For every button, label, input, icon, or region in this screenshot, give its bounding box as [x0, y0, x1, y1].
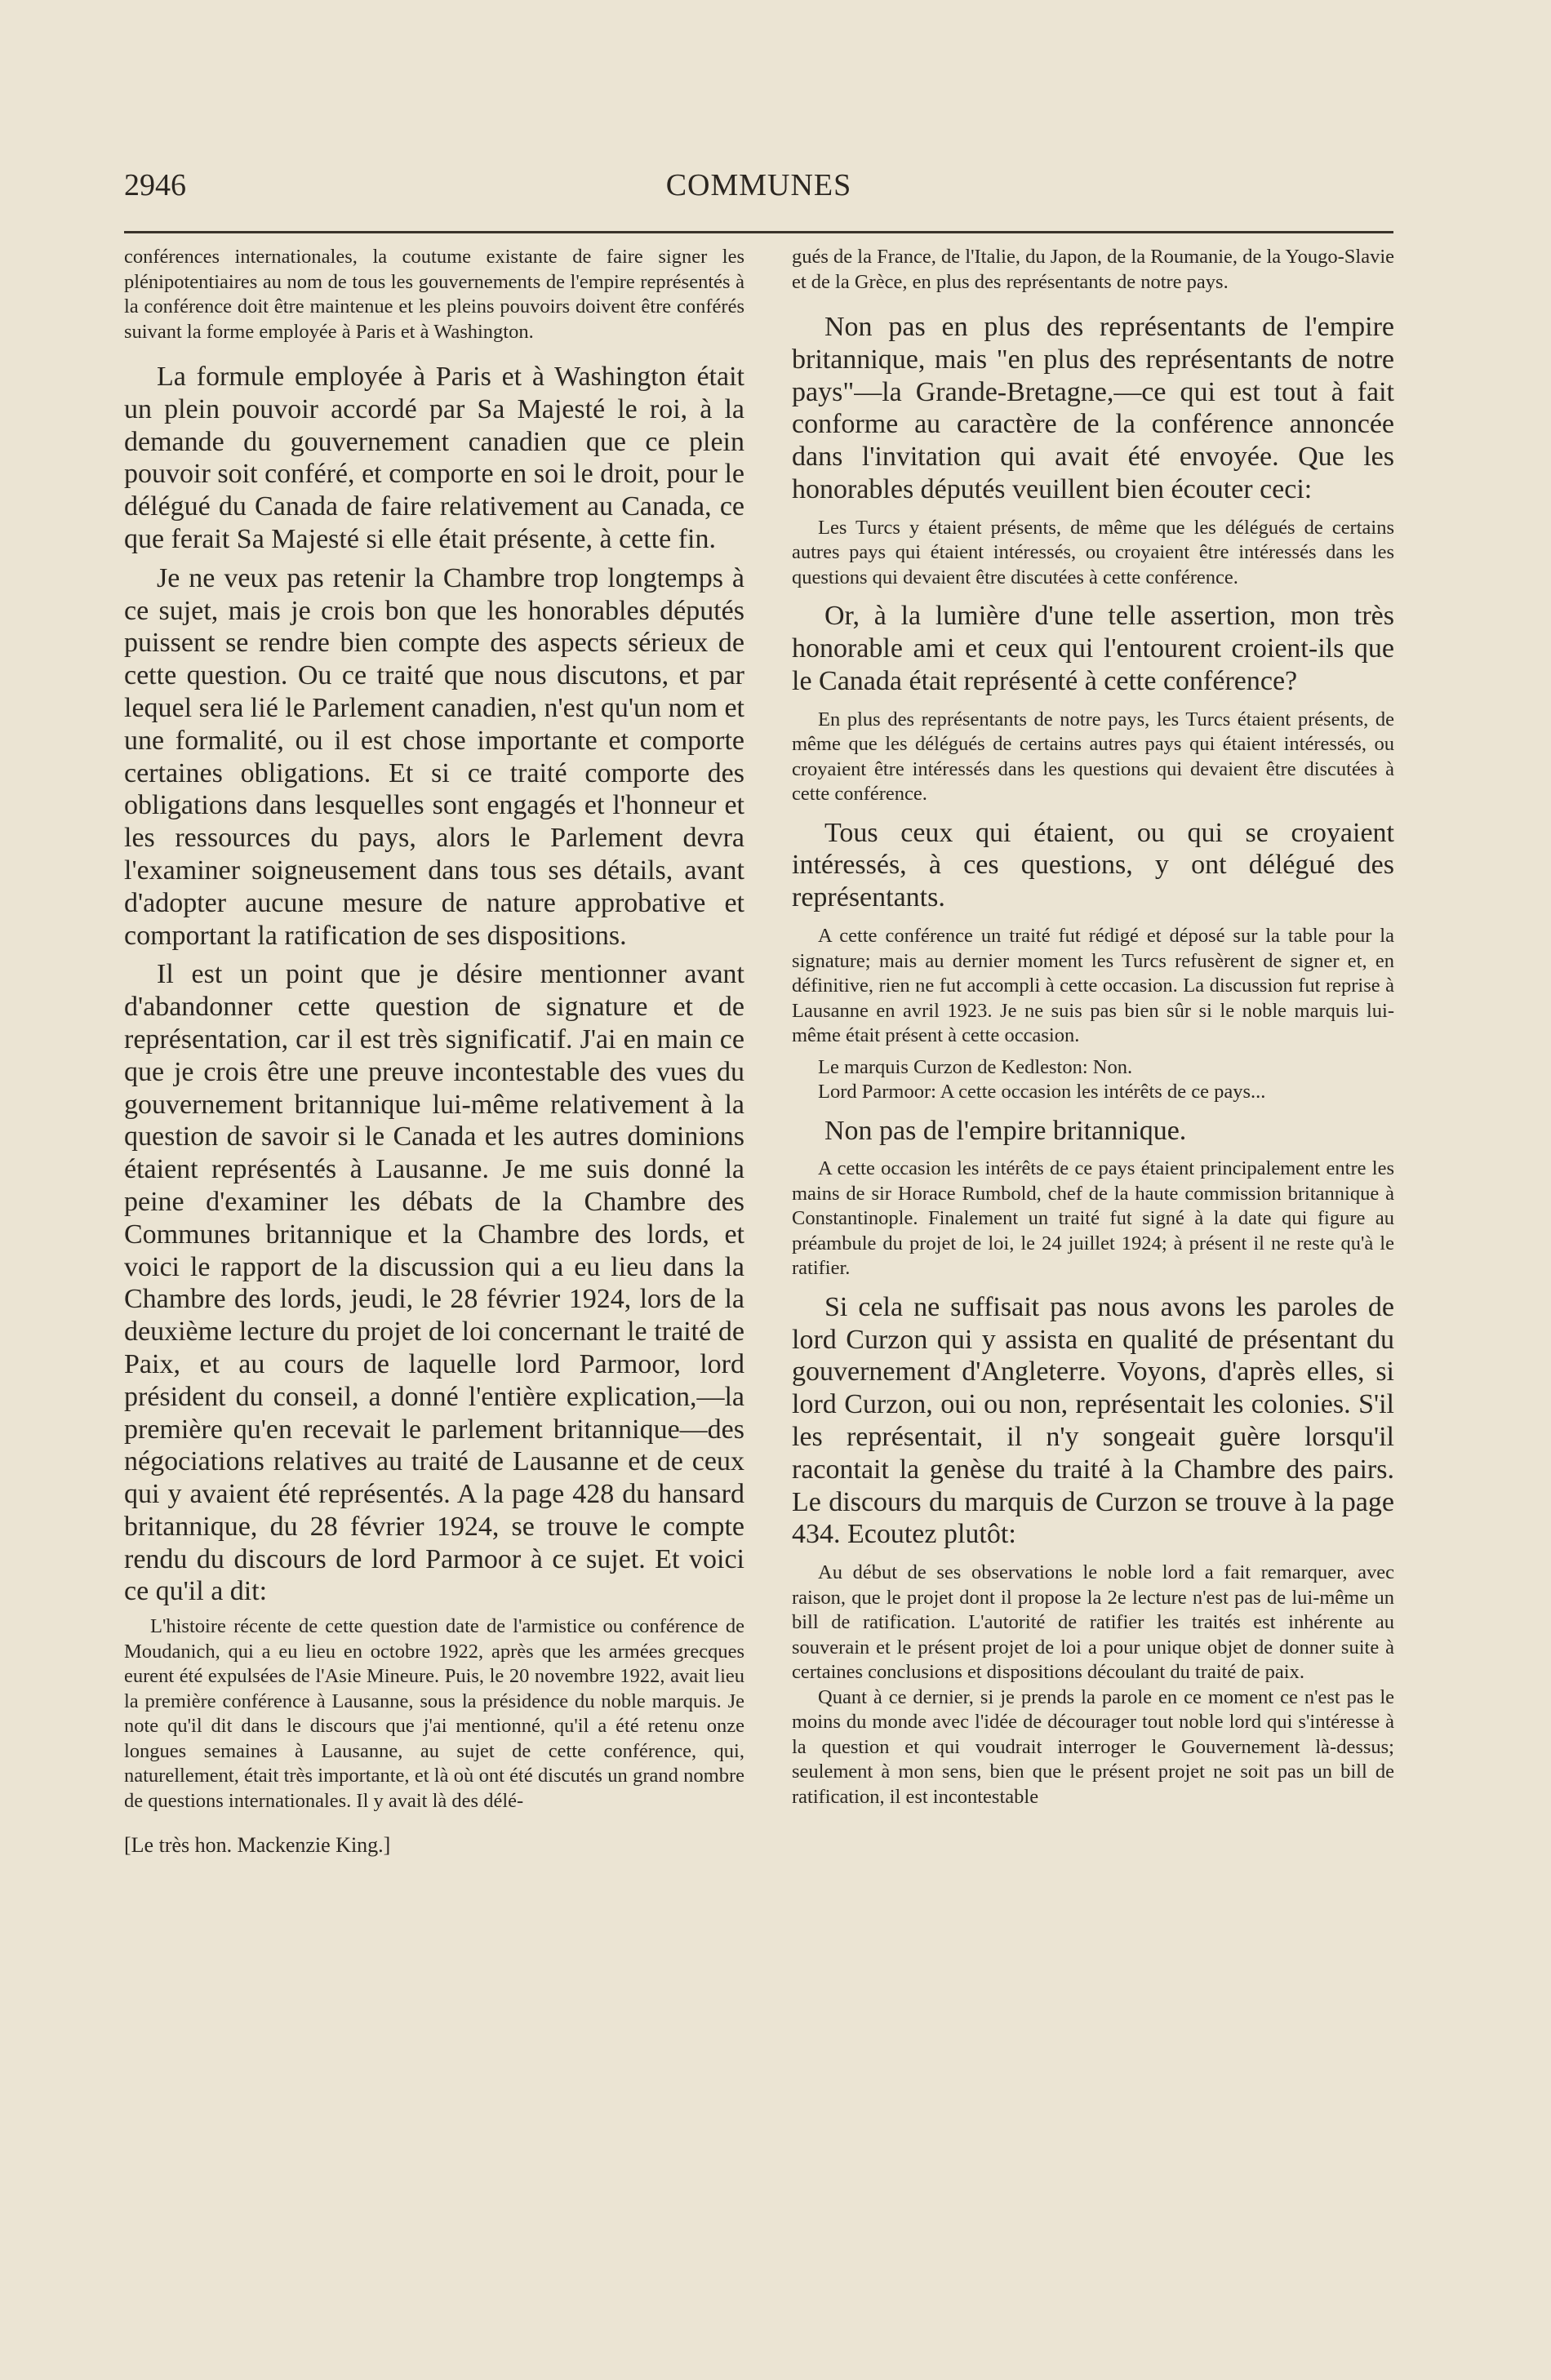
page-number: 2946: [124, 168, 186, 202]
quoted-paragraph: A cette conférence un traité fut rédigé et déposé sur la table pour la signature; mais au dernier moment les Turcs refusèrent de signer et, en définitive, rien ne fut accompli à cette occasion. La discussion fut reprise à Lausanne en avril 1923. Je ne suis pas bien sûr si le noble marquis lui-même était présent à cette occasion.: [792, 925, 1394, 1047]
quoted-paragraph: Lord Parmoor: A cette occasion les intérêts de ce pays...: [818, 1081, 1266, 1103]
quoted-paragraph: Les Turcs y étaient présents, de même que les délégués de certains autres pays qui étaient intéressés, ou croyaient être intéressés dans les questions qui devaient être discutées à cette conférence.: [792, 516, 1394, 588]
body-paragraph: Si cela ne suffisait pas nous avons les paroles de lord Curzon qui y assista en qualité de présentant du gouvernement d'Angleterre. Voyons, d'après elles, si lord Curzon, oui ou non, représentait les colonies. S'il les représentait, il n'y songeait guère lorsqu'il racontait la genèse du traité à la Chambre des pairs. Le discours du marquis de Curzon se trouve à la page 434. Ecoutez plutôt:: [792, 1291, 1394, 1550]
quoted-paragraph: conférences internationales, la coutume existante de faire signer les plénipotentiaires au nom de tous les gouvernements de l'empire représentés à la conférence doit être maintenue et les pleins pouvoirs doivent être conférés suivant la forme employée à Paris et à Washington.: [124, 246, 744, 343]
body-paragraph: Or, à la lumière d'une telle assertion, mon très honorable ami et ceux qui l'entourent croient-ils que le Canada était représenté à cette conférence?: [792, 601, 1394, 696]
right-column: [792, 245, 1394, 1809]
body-paragraph: La formule employée à Paris et à Washington était un plein pouvoir accordé par Sa Majesté le roi, à la demande du gouvernement canadien que ce plein pouvoir soit conféré, et comporte en soi le droit, pour le délégué du Canada de faire relativement au Canada, ce que ferait Sa Majesté si elle était présente, à cette fin.: [124, 362, 744, 554]
body-paragraph: Je ne veux pas retenir la Chambre trop longtemps à ce sujet, mais je crois bon que les honorables députés puissent se rendre bien compte des aspects sérieux de cette question. Ou ce traité que nous discutons, et par lequel sera lié le Parlement canadien, n'est qu'un nom et une formalité, ou il est chose importante et comporte certaines obligations. Et si ce traité comporte des obligations dans lesquelles sont engagés et l'honneur et les ressources du pays, alors le Parlement devra l'examiner soigneusement dans tous ses détails, avant d'adopter aucune mesure de nature approbative et comportant la ratification de ses dispositions.: [124, 562, 744, 951]
quoted-paragraph: A cette occasion les intérêts de ce pays étaient principalement entre les mains de sir Horace Rumbold, chef de la haute commission britannique à Constantinople. Finalement un traité fut signé à la date qui figure au préambule du projet de loi, le 24 juillet 1924; à présent il ne reste qu'à le ratifier.: [792, 1157, 1394, 1280]
quoted-paragraph: En plus des représentants de notre pays, les Turcs étaient présents, de même que les délégués de certains autres pays qui étaient intéressés, ou croyaient être intéressés dans les questions qui devaient être discutées à cette conférence.: [792, 708, 1394, 806]
body-paragraph: Non pas en plus des représentants de l'empire britannique, mais "en plus des représentants de notre pays"—la Grande-Bretagne,—ce qui est tout à fait conforme au caractère de la conférence annoncée dans l'invitation qui avait été envoyée. Que les honorables députés veuillent bien écouter ceci:: [792, 312, 1394, 504]
quoted-paragraph: Le marquis Curzon de Kedleston: Non.: [818, 1055, 1133, 1078]
quoted-paragraph: Quant à ce dernier, si je prends la parole en ce moment ce n'est pas le moins du monde avec l'idée de décourager tout noble lord qui s'intéresse à la question et qui voudrait interroger le Gouvernement là-dessus; seulement à mon sens, bien que le présent projet ne soit pas un bill de ratification, il est incontestable: [792, 1685, 1394, 1808]
quoted-paragraph: gués de la France, de l'Italie, du Japon, de la Roumanie, de la Yougo-Slavie et de la Grèce, en plus des représentants de notre pays.: [792, 246, 1394, 293]
body-paragraph: Non pas de l'empire britannique.: [824, 1115, 1187, 1146]
body-paragraph: Tous ceux qui étaient, ou qui se croyaient intéressés, à ces questions, y ont délégué des représentants.: [792, 817, 1394, 913]
header-rule: [124, 231, 1393, 233]
quoted-paragraph: L'histoire récente de cette question date de l'armistice ou conférence de Moudanich, qui a eu lieu en octobre 1922, après que les armées grecques eurent été expulsées de l'Asie Mineure. Puis, le 20 novembre 1922, avait lieu la première conférence à Lausanne, sous la présidence du noble marquis. Je note qu'il dit dans le discours que j'ai mentionné, qu'il a été retenu onze longues semaines à Lausanne, au sujet de cette conférence, qui, naturellement, était très importante, et là où ont été discutés un grand nombre de questions internationales. Il y avait là des délé-: [124, 1615, 744, 1812]
page-header: [124, 167, 1393, 208]
body-paragraph: Il est un point que je désire mentionner avant d'abandonner cette question de signature et de représentation, car il est très significatif. J'ai en main ce que je crois être une preuve incontestable des vues du gouvernement britannique lui-même relativement à la question de savoir si le Canada et les autres dominions étaient représentés à Lausanne. Je me suis donné la peine d'examiner les débats de la Chambre des Communes britannique et la Chambre des lords, et voici le rapport de la discussion qui a eu lieu dans la Chambre des lords, jeudi, le 28 février 1924, lors de la deuxième lecture du projet de loi concernant le traité de Paix, et au cours de laquelle lord Parmoor, lord président du conseil, a donné l'entière explication,—la première qu'en recevait le parlement britannique—des négociations relatives au traité de Lausanne et de ceux qui y avaient été représentés. A la page 428 du hansard britannique, du 28 février 1924, se trouve le compte rendu du discours de lord Parmoor à ce sujet. Et voici ce qu'il a dit:: [124, 959, 744, 1607]
left-column: [124, 245, 744, 1858]
running-title: COMMUNES: [665, 168, 852, 202]
quoted-paragraph: Au début de ses observations le noble lord a fait remarquer, avec raison, que le projet dont il propose la 2e lecture n'est pas de lui-même un bill de ratification. L'autorité de ratifier les traités est inhérente au souverain et le présent projet de loi a pour unique objet de donner suite à certaines conclusions et dispositions découlant du traité de paix.: [792, 1561, 1394, 1684]
speaker-attribution: [Le très hon. Mackenzie King.]: [124, 1833, 391, 1858]
